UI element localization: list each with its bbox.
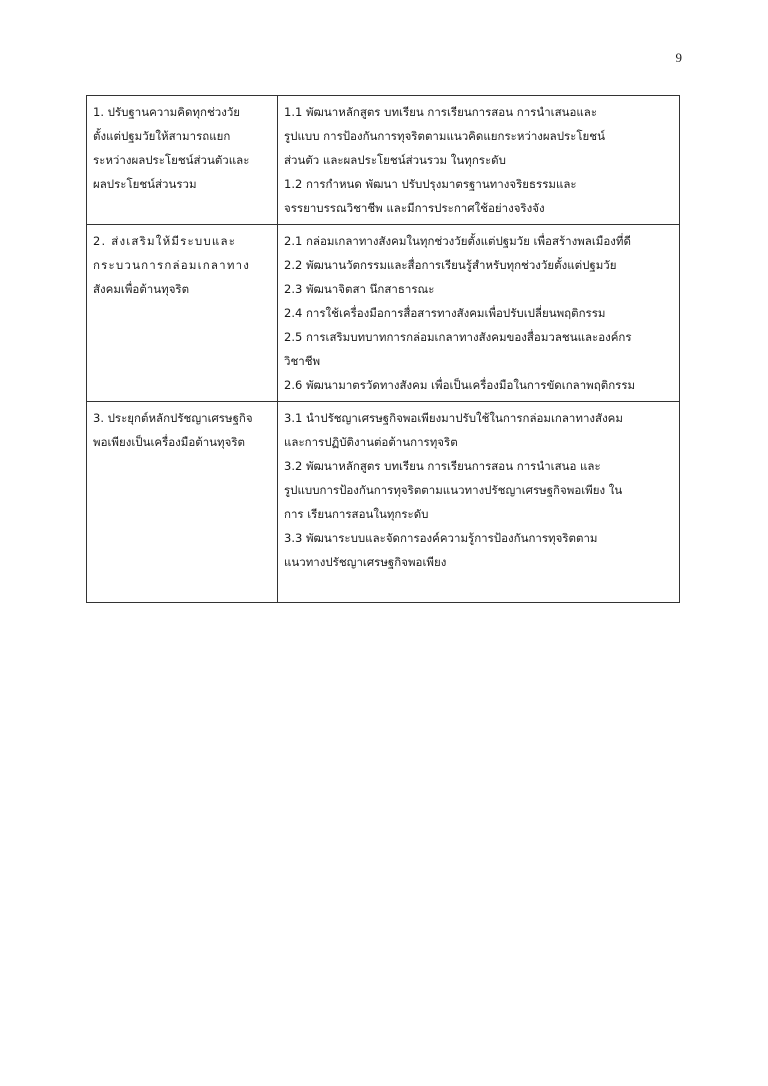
strategy-line: กระบวนการกล่อมเกลาทาง [93,258,251,272]
strategy-line: ระหว่างผลประโยชน์ส่วนตัวและ [93,153,250,167]
measure-line: และการปฏิบัติงานต่อต้านการทุจริต [284,435,458,449]
measure-line: 2.6 พัฒนามาตรวัดทางสังคม เพื่อเป็นเครื่องมือในการขัดเกลาพฤติกรรม [284,378,636,392]
strategy-line: 3. ประยุกต์หลักปรัชญาเศรษฐกิจ [93,411,253,425]
strategy-line: สังคมเพื่อต้านทุจริต [93,282,190,296]
measures-cell [278,225,680,402]
strategy-cell [87,96,278,225]
measure-line: 2.4 การใช้เครื่องมือการสื่อสารทางสังคมเพื่อปรับเปลี่ยนพฤติกรรม [284,306,606,320]
strategy-line: ตั้งแต่ปฐมวัยให้สามารถแยก [93,129,231,143]
measure-line: วิชาชีพ [284,354,321,368]
strategy-line: ผลประโยชน์ส่วนรวม [93,177,197,191]
measure-line: จรรยาบรรณวิชาชีพ และมีการประกาศใช้อย่างจริงจัง [284,201,545,215]
measure-line: 1.2 การกำหนด พัฒนา ปรับปรุงมาตรฐานทางจริยธรรมและ [284,177,577,191]
measure-line: 2.3 พัฒนาจิตสา นึกสาธารณะ [284,282,435,296]
measure-line: 2.5 การเสริมบทบาทการกล่อมเกลาทางสังคมของสื่อมวลชนและองค์กร [284,330,632,344]
strategy-cell [87,225,278,402]
table-row [87,225,680,402]
measure-line: รูปแบบการป้องกันการทุจริตตามแนวทางปรัชญาเศรษฐกิจพอเพียง ใน [284,483,623,497]
strategy-table [86,95,680,603]
measures-cell [278,402,680,603]
measure-line: 2.1 กล่อมเกลาทางสังคมในทุกช่วงวัยตั้งแต่ปฐมวัย เพื่อสร้างพลเมืองที่ดี [284,234,631,248]
measure-line: รูปแบบ การป้องกันการทุจริตตามแนวคิดแยกระหว่างผลประโยชน์ [284,129,605,143]
page-number: 9 [675,50,682,65]
cell-spacer [284,574,673,598]
strategy-cell [87,402,278,603]
measure-line: การ เรียนการสอนในทุกระดับ [284,507,429,521]
measure-line: 3.3 พัฒนาระบบและจัดการองค์ความรู้การป้องกันการทุจริตตาม [284,531,598,545]
measure-line: 1.1 พัฒนาหลักสูตร บทเรียน การเรียนการสอน การนำเสนอและ [284,105,597,119]
measure-line: แนวทางปรัชญาเศรษฐกิจพอเพียง [284,555,447,569]
table-row [87,96,680,225]
measure-line: 2.2 พัฒนานวัตกรรมและสื่อการเรียนรู้สำหรับทุกช่วงวัยตั้งแต่ปฐมวัย [284,258,617,272]
strategy-line: 2. ส่งเสริมให้มีระบบและ [93,234,237,248]
strategy-line: 1. ปรับฐานความคิดทุกช่วงวัย [93,105,241,119]
measure-line: ส่วนตัว และผลประโยชน์ส่วนรวม ในทุกระดับ [284,153,506,167]
table-row [87,402,680,603]
measure-line: 3.2 พัฒนาหลักสูตร บทเรียน การเรียนการสอน การนำเสนอ และ [284,459,601,473]
measures-cell [278,96,680,225]
measure-line: 3.1 นำปรัชญาเศรษฐกิจพอเพียงมาปรับใช้ในการกล่อมเกลาทางสังคม [284,411,623,425]
strategy-line: พอเพียงเป็นเครื่องมือต้านทุจริต [93,435,246,449]
